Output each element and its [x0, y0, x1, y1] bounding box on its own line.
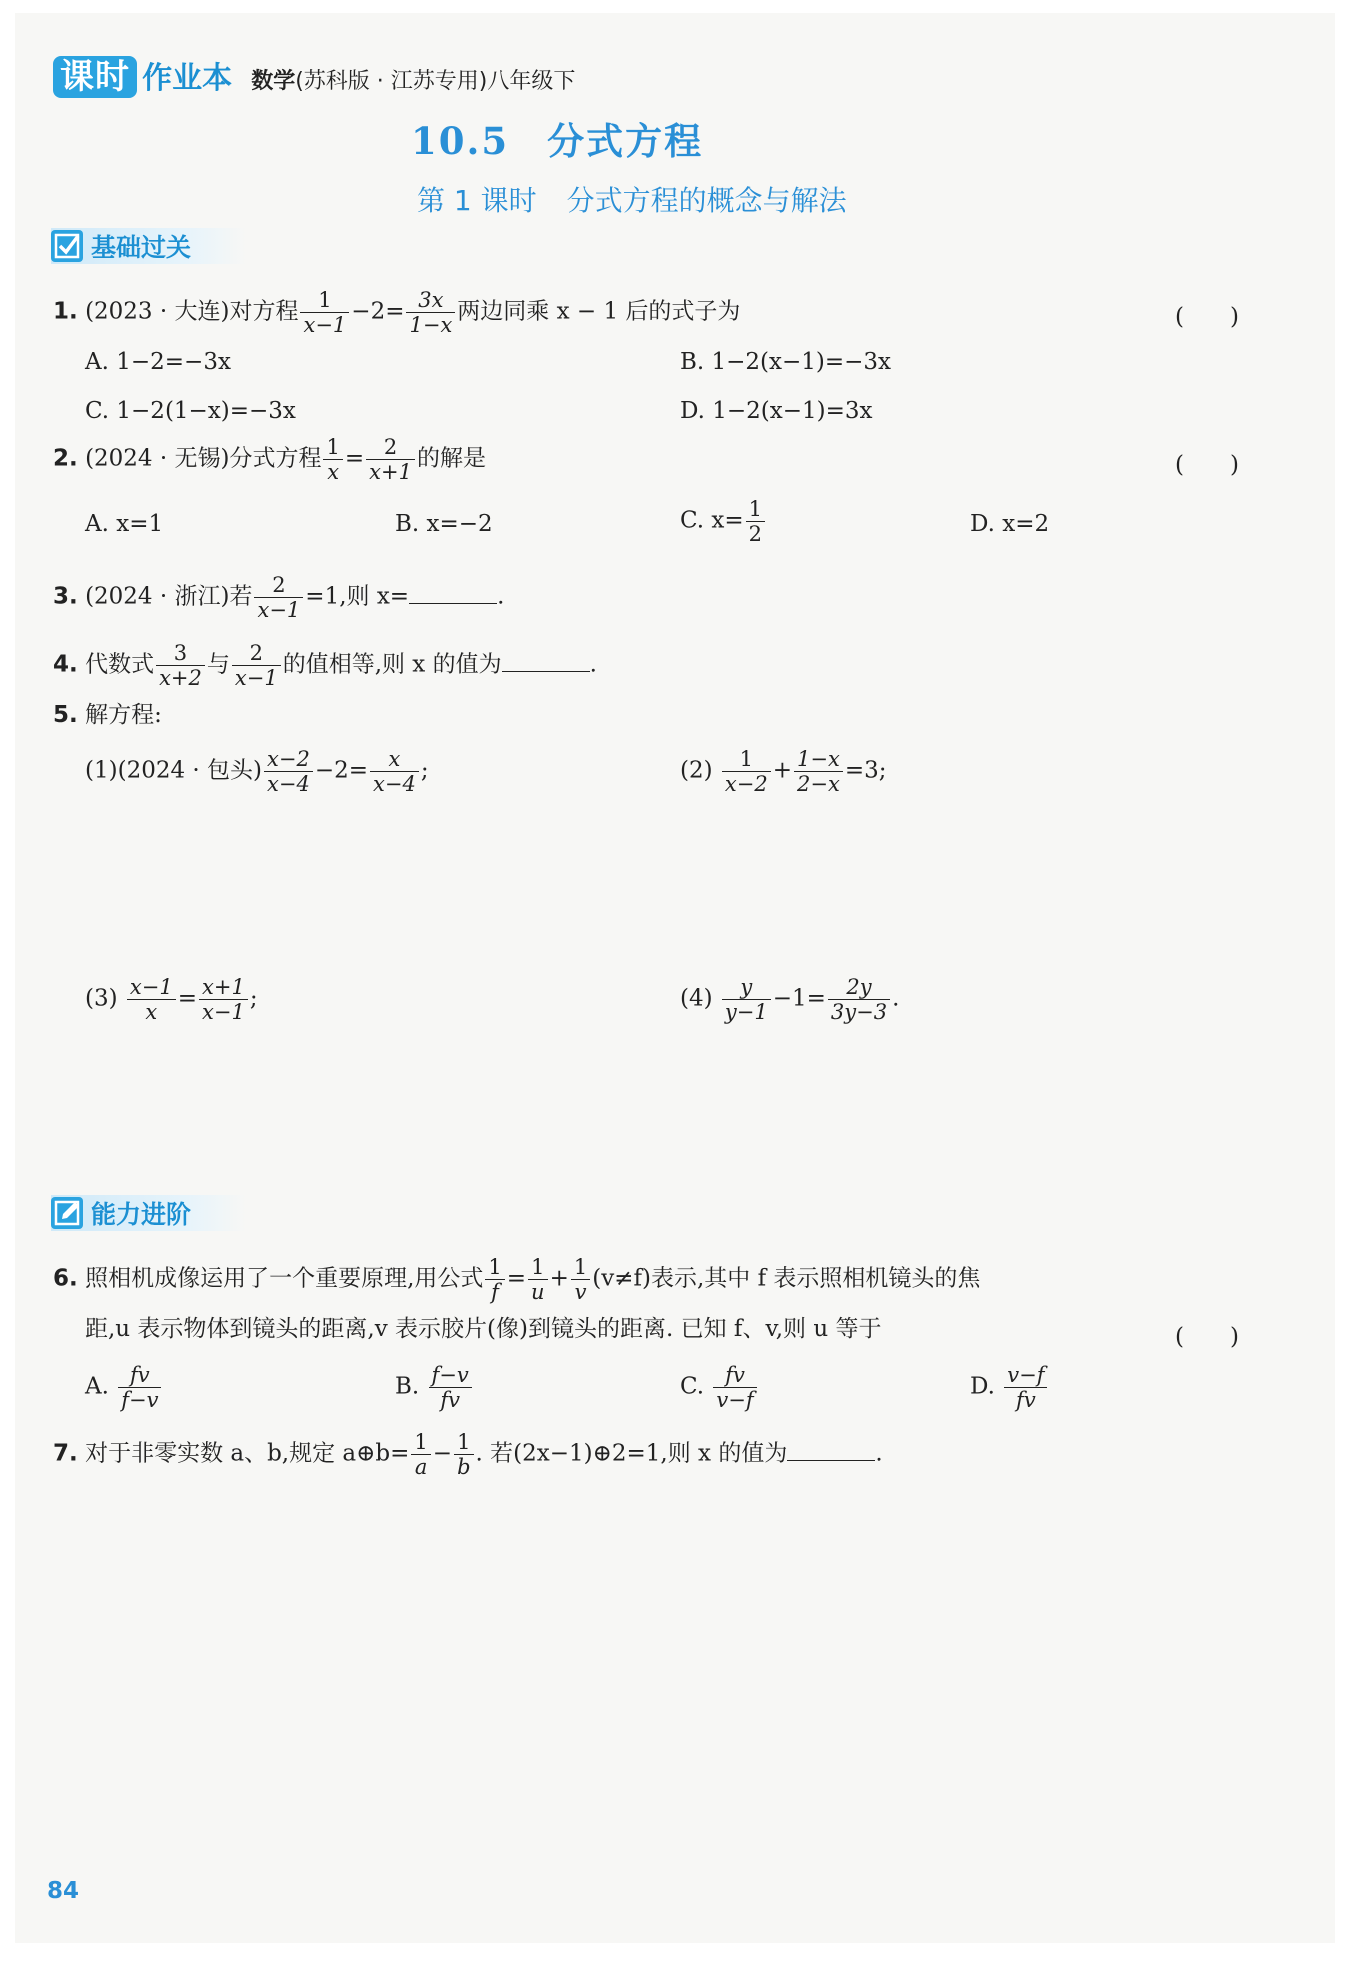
q1-option-a: A. 1−2=−3x [85, 349, 231, 375]
q6-option-d: D. $\frac{v-f}{fv}$ [970, 1363, 1049, 1412]
lesson-title: 第 1 课时 分式方程的概念与解法 [417, 184, 847, 217]
header-subject: 数学(苏科版 · 江苏专用)八年级下 [251, 69, 576, 94]
question-4: 4. 代数式 $\frac{3}{x+2}$ 与 $\frac{2}{x-1}$ 的值相等,则 x 的值为 . [53, 641, 597, 691]
q5-part-4: (4) $\frac{y}{y-1}$ −1= $\frac{2y}{3y-3}$ . [680, 975, 900, 1025]
q6-option-a: A. $\frac{fv}{f-v}$ [85, 1363, 163, 1412]
answer-blank-7[interactable] [787, 1440, 875, 1461]
section-advanced [51, 1195, 246, 1231]
fraction: $\frac{2}{x-1}$ [232, 641, 281, 690]
section-advanced-label: 能力进阶 [91, 1200, 192, 1229]
question-5: 5. 解方程: [53, 702, 162, 728]
fraction: $\frac{1}{a}$ [411, 1430, 430, 1479]
fraction: $\frac{1}{x-2}$ [722, 747, 771, 796]
q1-option-d: D. 1−2(x−1)=3x [680, 398, 873, 424]
fraction: $\frac{2}{x+1}$ [366, 435, 415, 484]
section-basic [51, 228, 246, 264]
q5-part-1: (1)(2024 · 包头) $\frac{x-2}{x-4}$ −2= $\frac{x}{x-4}$ ; [85, 747, 429, 797]
answer-paren-6: ( ) [1175, 1324, 1239, 1350]
fraction: $\frac{1}{f}$ [485, 1255, 504, 1304]
question-3: 3. (2024 · 浙江)若 $\frac{2}{x-1}$ =1,则 x= . [53, 573, 505, 623]
brand-name: 作业本 [142, 61, 233, 96]
section-basic-label: 基础过关 [91, 233, 192, 262]
fraction: $\frac{3}{x+2}$ [156, 641, 205, 690]
fraction: $\frac{1-x}{2-x}$ [794, 747, 843, 796]
q2-option-a: A. x=1 [85, 511, 164, 537]
q2-option-b: B. x=−2 [395, 511, 493, 537]
header [53, 49, 575, 98]
fraction: $\frac{3x}{1-x}$ [406, 288, 455, 337]
answer-paren-1: ( ) [1175, 304, 1239, 330]
fraction: $\frac{y}{y-1}$ [722, 975, 771, 1024]
fraction: $\frac{x-1}{x}$ [127, 975, 176, 1024]
fraction: $\frac{1}{u}$ [528, 1255, 548, 1304]
fraction: $\frac{x}{x-4}$ [370, 747, 419, 796]
answer-blank-4[interactable] [502, 651, 590, 672]
q1-option-c: C. 1−2(1−x)=−3x [85, 398, 296, 424]
question-6-line2: 距,u 表示物体到镜头的距离,v 表示胶片(像)到镜头的距离. 已知 f、v,则 u 等于 [85, 1316, 882, 1342]
fraction: $\frac{1}{v}$ [571, 1255, 590, 1304]
fraction: $\frac{1}{x}$ [323, 435, 342, 484]
q5-part-3: (3) $\frac{x-1}{x}$ = $\frac{x+1}{x-1}$ ; [85, 975, 258, 1025]
question-1: 1. (2023 · 大连)对方程 $\frac{1}{x-1}$ −2= $\frac{3x}{1-x}$ 两边同乘 x − 1 后的式子为 [53, 288, 741, 338]
q1-option-b: B. 1−2(x−1)=−3x [680, 349, 892, 375]
question-6: 6. 照相机成像运用了一个重要原理,用公式 $\frac{1}{f}$ = $\frac{1}{u}$ + $\frac{1}{v}$ (v≠f)表示,其中 f 表示照相机镜头的焦 [53, 1255, 981, 1305]
fraction: $\frac{x+1}{x-1}$ [199, 975, 248, 1024]
fraction: $\frac{2}{x-1}$ [254, 573, 303, 622]
brand-logo: 课时 [53, 56, 137, 98]
workbook-page [15, 13, 1335, 1943]
fraction: $\frac{1}{x-1}$ [300, 288, 349, 337]
question-7: 7. 对于非零实数 a、b,规定 a⊕b= $\frac{1}{a}$ − $\frac{1}{b}$ . 若(2x−1)⊕2=1,则 x 的值为 . [53, 1430, 883, 1480]
q6-option-b: B. $\frac{f-v}{fv}$ [395, 1363, 474, 1412]
fraction: $\frac{1}{b}$ [454, 1430, 473, 1479]
question-2: 2. (2024 · 无锡)分式方程 $\frac{1}{x}$ = $\frac{2}{x+1}$ 的解是 [53, 435, 486, 485]
checkbox-icon [51, 230, 83, 262]
chapter-title: 10.5 分式方程 [411, 119, 704, 163]
q2-option-c: C. x= $\frac{1}{2}$ [680, 497, 767, 546]
answer-blank-3[interactable] [409, 583, 497, 604]
q6-option-c: C. $\frac{fv}{v-f}$ [680, 1363, 759, 1412]
fraction: $\frac{x-2}{x-4}$ [264, 747, 313, 796]
page-number: 84 [47, 1878, 80, 1904]
pencil-edit-icon [51, 1197, 83, 1229]
fraction: $\frac{1}{2}$ [746, 497, 765, 546]
answer-paren-2: ( ) [1175, 452, 1239, 478]
q2-option-d: D. x=2 [970, 511, 1050, 537]
fraction: $\frac{2y}{3y-3}$ [828, 975, 890, 1024]
q5-part-2: (2) $\frac{1}{x-2}$ + $\frac{1-x}{2-x}$ =3; [680, 747, 887, 797]
